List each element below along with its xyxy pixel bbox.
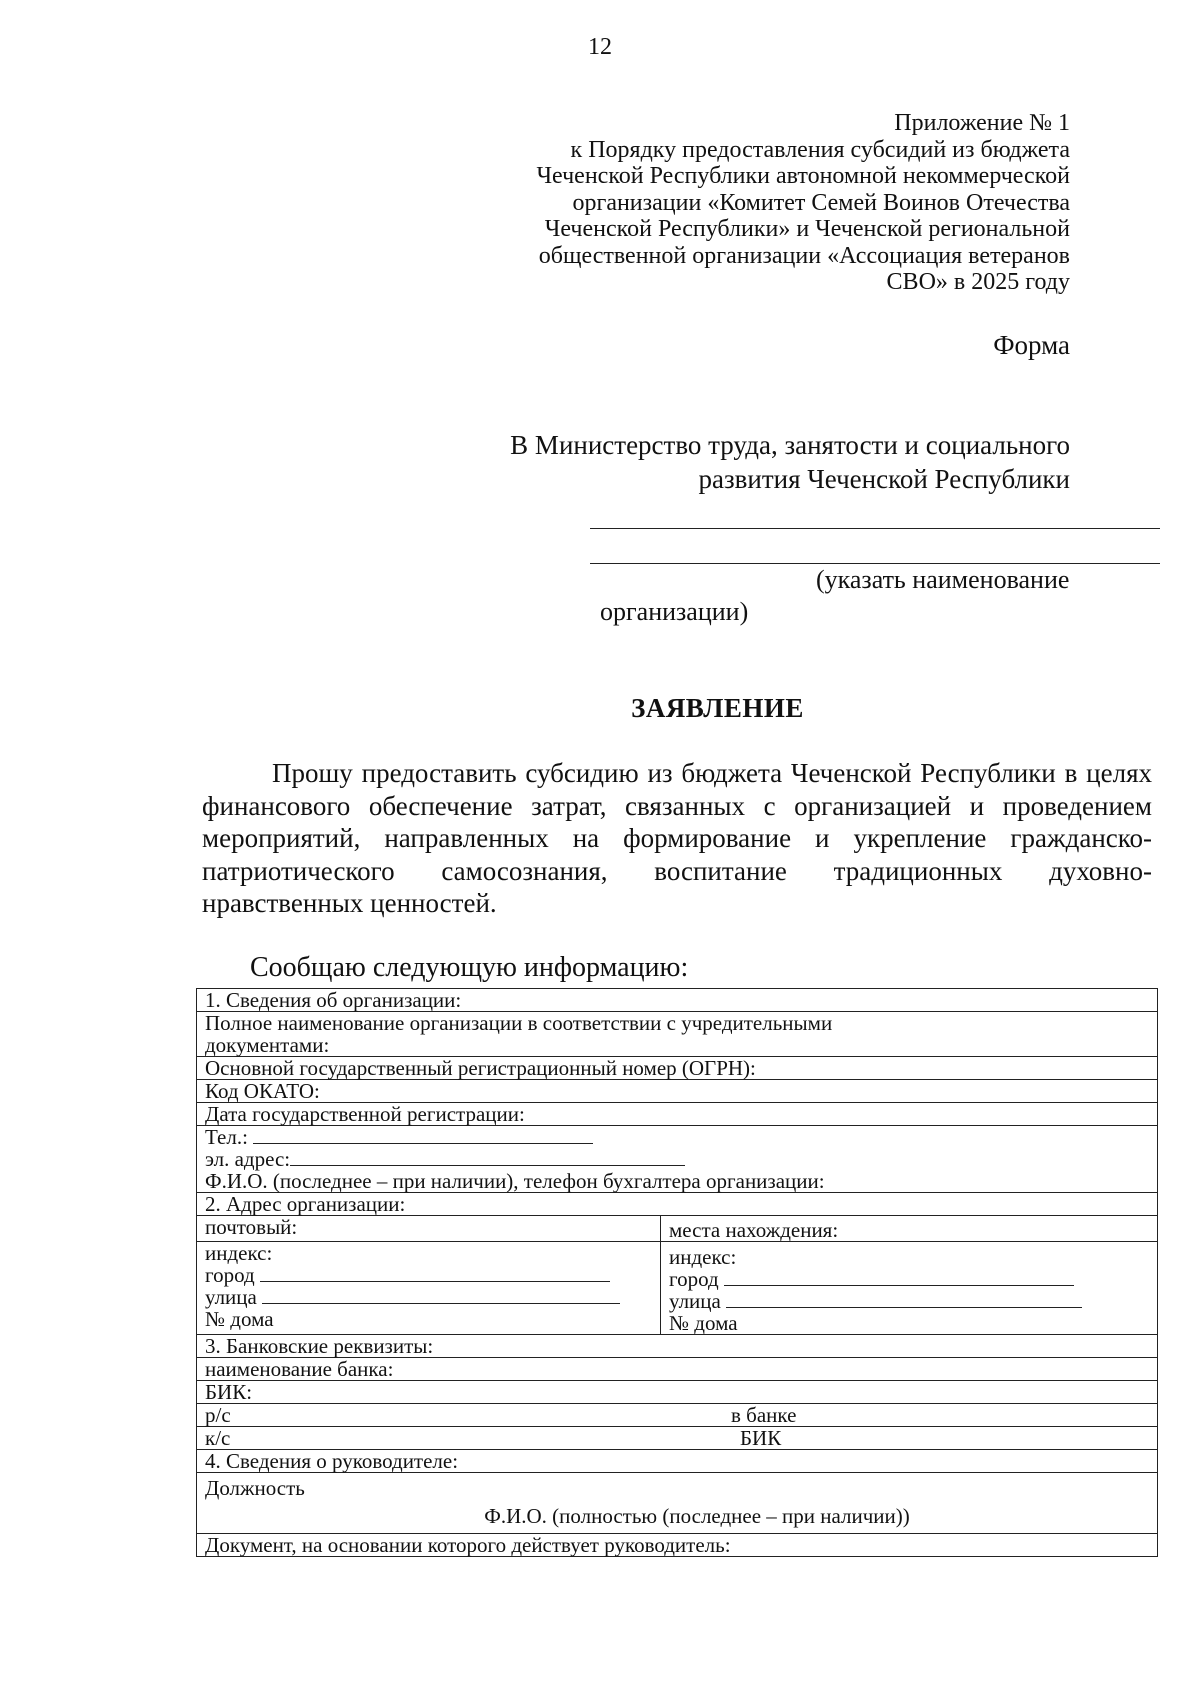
- field-label: Документ, на основании которого действует руководитель:: [205, 1533, 731, 1557]
- email-label: эл. адрес:: [205, 1147, 291, 1171]
- field-label: БИК:: [205, 1380, 253, 1404]
- addressee-line-1: В Министерство труда, занятости и социального: [510, 430, 1070, 460]
- bik2-label: БИК: [740, 1426, 782, 1450]
- bank-name-row[interactable]: [197, 1358, 1157, 1381]
- location-city-label: город: [669, 1267, 719, 1291]
- in-bank-label: в банке: [731, 1403, 797, 1427]
- email-fill-line[interactable]: [290, 1149, 685, 1166]
- section-heading: 4. Сведения о руководителе:: [205, 1449, 459, 1473]
- addressee-block: [430, 428, 1070, 496]
- reg-date-row[interactable]: [197, 1103, 1157, 1126]
- postal-city-label: город: [205, 1263, 255, 1287]
- request-paragraph: Прошу предоставить субсидию из бюджета Чеченской Республики в целях финансового обеспечение затрат, связанных с организацией и проведением мероприятий, направленных на формирование и укрепление гражданско-патриотического самосознания, воспитание традиционных духовно-нравственных ценностей.: [202, 758, 1152, 918]
- org-section-header-row: [197, 989, 1157, 1012]
- head-position-row[interactable]: [197, 1473, 1157, 1534]
- field-label: документами:: [205, 1033, 330, 1057]
- location-address-label: места нахождения:: [669, 1218, 839, 1242]
- postal-address-label: почтовый:: [205, 1215, 298, 1239]
- appendix-line: СВО» в 2025 году: [886, 269, 1070, 295]
- appendix-line: к Порядку предоставления субсидий из бюджета: [570, 136, 1070, 163]
- field-label: Дата государственной регистрации:: [205, 1102, 525, 1126]
- full-name-row[interactable]: [197, 1012, 1157, 1057]
- appendix-block: [430, 110, 1070, 296]
- rs-row[interactable]: [197, 1404, 1157, 1427]
- form-label: Форма: [993, 330, 1070, 360]
- ogrn-row[interactable]: [197, 1057, 1157, 1080]
- location-index-label: индекс:: [669, 1245, 737, 1269]
- address-section-header-row: [197, 1193, 1157, 1216]
- bik-row[interactable]: [197, 1381, 1157, 1404]
- head-section-header-row: [197, 1450, 1157, 1473]
- document-basis-row[interactable]: [197, 1534, 1157, 1556]
- page-number: 12: [588, 34, 612, 60]
- addressee-line-2: развития Чеченской Республики: [698, 464, 1070, 494]
- appendix-line: Чеченской Республики» и Чеченской региональной: [544, 216, 1070, 242]
- postal-city-fill-line[interactable]: [260, 1265, 610, 1282]
- field-label: Основной государственный регистрационный номер (ОГРН):: [205, 1056, 756, 1080]
- appendix-line: общественной организации «Ассоциация ветеранов: [538, 242, 1070, 269]
- location-street-label: улица: [669, 1289, 721, 1313]
- field-label: р/с: [205, 1403, 231, 1427]
- appendix-line: Чеченской Республики автономной некоммерческой: [536, 163, 1070, 189]
- org-name-fill-line-1[interactable]: [590, 528, 1160, 529]
- field-label: к/с: [205, 1426, 231, 1450]
- phone-label: Тел.:: [205, 1125, 248, 1149]
- address-columns-header-row: [197, 1216, 1157, 1242]
- contacts-row: [197, 1126, 1157, 1193]
- appendix-line: организации «Комитет Семей Воинов Отечества: [572, 189, 1070, 216]
- location-house-label: № дома: [669, 1311, 738, 1335]
- ks-row[interactable]: [197, 1427, 1157, 1450]
- org-name-fill-line-2[interactable]: [590, 563, 1160, 564]
- section-heading: 3. Банковские реквизиты:: [205, 1334, 434, 1358]
- postal-index-label: индекс:: [205, 1241, 273, 1265]
- section-heading: 2. Адрес организации:: [205, 1192, 406, 1216]
- okato-row[interactable]: [197, 1080, 1157, 1103]
- location-street-fill-line[interactable]: [726, 1291, 1082, 1308]
- section-heading: 1. Сведения об организации:: [205, 988, 462, 1012]
- phone-fill-line[interactable]: [253, 1127, 593, 1144]
- position-label: Должность: [205, 1476, 305, 1500]
- postal-street-fill-line[interactable]: [262, 1287, 620, 1304]
- field-label: наименование банка:: [205, 1357, 394, 1381]
- postal-house-label: № дома: [205, 1307, 274, 1331]
- location-city-fill-line[interactable]: [724, 1269, 1074, 1286]
- postal-street-label: улица: [205, 1285, 257, 1309]
- fio-full-label: Ф.И.О. (полностью (последнее – при наличии)): [484, 1504, 910, 1528]
- document-title: ЗАЯВЛЕНИЕ: [631, 693, 804, 723]
- info-table: [196, 988, 1158, 1557]
- address-details-row: [197, 1242, 1157, 1335]
- field-label: Код ОКАТО:: [205, 1079, 320, 1103]
- field-label: Полное наименование организации в соответствии с учредительными: [205, 1011, 833, 1035]
- bank-section-header-row: [197, 1335, 1157, 1358]
- accountant-label: Ф.И.О. (последнее – при наличии), телефон бухгалтера организации:: [205, 1169, 825, 1193]
- appendix-line: Приложение № 1: [894, 110, 1070, 136]
- info-intro: Сообщаю следующую информацию:: [250, 952, 689, 983]
- org-name-hint: (указать наименование: [816, 565, 1070, 594]
- org-name-hint-continued: организации): [600, 597, 749, 626]
